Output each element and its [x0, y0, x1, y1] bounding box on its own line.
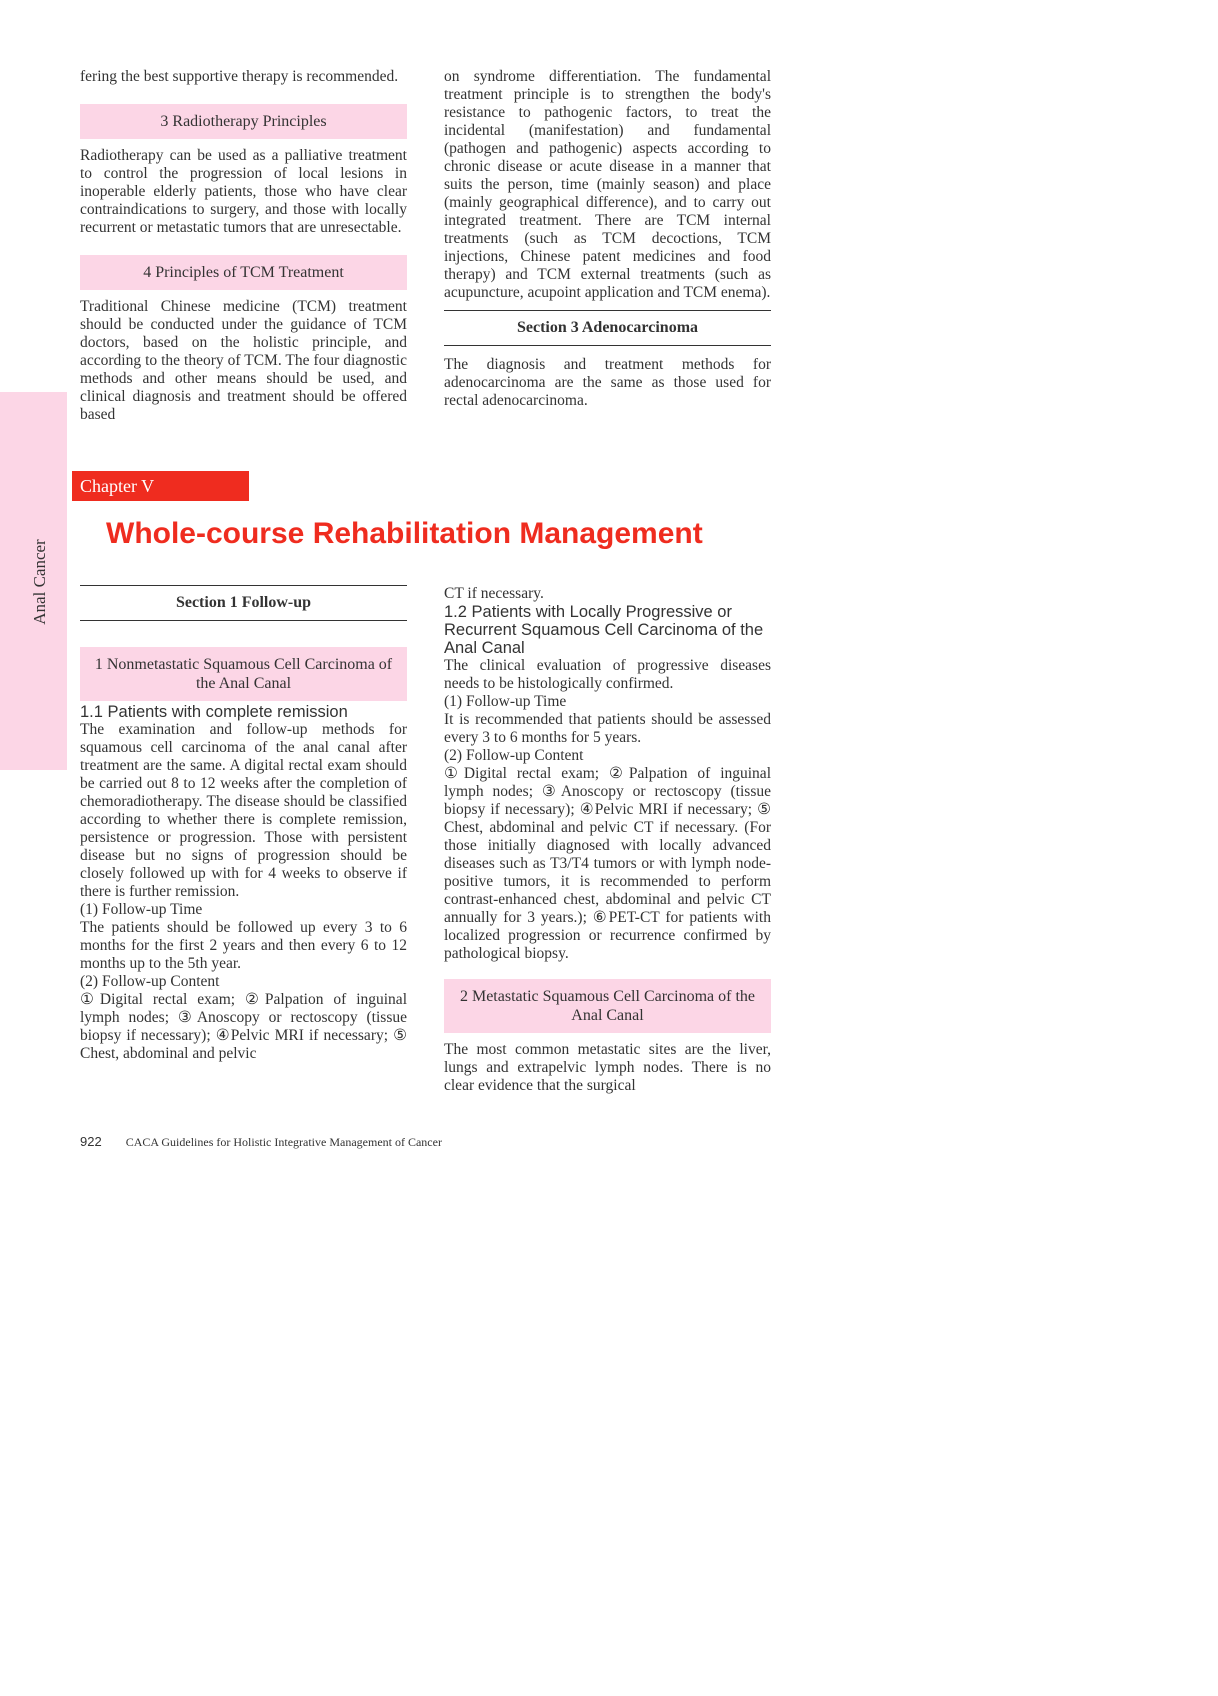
item-label: (1) Follow-up Time — [80, 901, 203, 918]
page-number: 922 — [80, 1134, 102, 1149]
paragraph: The examination and follow-up methods for squamous cell carcinoma of the anal canal after treatment are the same. A digital rectal exam should be carried out 8 to 12 weeks after the completion of chemoradiotherapy. The disease should be classified according to whether there is complete remission, persistence or progression. Those with persistent disease but no signs of progression should be closely followed up with for 4 weeks to observe if there is further remission. — [80, 721, 407, 900]
chapter-label: Chapter V — [72, 471, 249, 501]
paragraph: The most common metastatic sites are the liver, lungs and extrapelvic lymph nodes. There is no clear evidence that the surgical — [444, 1041, 771, 1094]
paragraph: CT if necessary. — [444, 585, 544, 602]
paragraph: The clinical evaluation of progressive diseases needs to be histologically confirmed. — [444, 657, 771, 692]
heading-nonmetastatic: 1 Nonmetastatic Squamous Cell Carcinoma of the Anal Canal — [80, 647, 407, 701]
chapter-title: Whole-course Rehabilitation Management — [106, 517, 703, 550]
paragraph: on syndrome differentiation. The fundamental treatment principle is to strengthen the body's resistance to pathogenic factors, to treat the incidental (manifestation) and fundamental (pathogen and pathogenic) aspects according to chronic disease or acute disease in a manner that suits the person, time (mainly season) and place (mainly geographical difference), and to carry out integrated treatment. There are TCM internal treatments (such as TCM decoctions, TCM injections, Chinese patent medicines and food therapy) and TCM external treatments (such as acupuncture, acupoint application and TCM enema). — [444, 68, 771, 301]
page-footer — [80, 1134, 442, 1150]
heading-metastatic: 2 Metastatic Squamous Cell Carcinoma of the Anal Canal — [444, 979, 771, 1033]
heading-tcm: 4 Principles of TCM Treatment — [80, 255, 407, 290]
subheading: 1.2 Patients with Locally Progressive or Recurrent Squamous Cell Carcinoma of the Anal Canal — [444, 603, 764, 657]
side-tab-label: Anal Cancer — [30, 539, 49, 625]
subheading: 1.1 Patients with complete remission — [80, 703, 348, 721]
item-label: (2) Follow-up Content — [444, 747, 584, 764]
paragraph: Traditional Chinese medicine (TCM) treatment should be conducted under the guidance of TCM doctors, based on the holistic principle, and according to the theory of TCM. The four diagnostic methods and other means should be used, and clinical diagnosis and treatment should be offered based — [80, 298, 407, 423]
right-column-bottom — [444, 585, 771, 1095]
item-label: (2) Follow-up Content — [80, 973, 220, 990]
paragraph: The patients should be followed up every 3 to 6 months for the first 2 years and then every 6 to 12 months up to the 5th year. — [80, 919, 407, 972]
footer-text: CACA Guidelines for Holistic Integrative Management of Cancer — [125, 1135, 442, 1149]
paragraph: The diagnosis and treatment methods for adenocarcinoma are the same as those used for rectal adenocarcinoma. — [444, 356, 771, 409]
paragraph: Radiotherapy can be used as a palliative treatment to control the progression of local lesions in inoperable elderly patients, those who have clear contraindications to surgery, and those with locally recurrent or metastatic tumors that are unresectable. — [80, 147, 407, 236]
section-heading-followup: Section 1 Follow-up — [80, 585, 407, 621]
item-label: (1) Follow-up Time — [444, 693, 567, 710]
paragraph: ①Digital rectal exam; ②Palpation of inguinal lymph nodes; ③Anoscopy or rectoscopy (tissue biopsy if necessary); ④Pelvic MRI if necessary; ⑤ Chest, abdominal and pelvic — [80, 991, 407, 1062]
section-heading-adenocarcinoma: Section 3 Adenocarcinoma — [444, 310, 771, 346]
heading-radiotherapy: 3 Radiotherapy Principles — [80, 104, 407, 139]
left-column-bottom — [80, 585, 407, 1063]
paragraph: fering the best supportive therapy is recommended. — [80, 68, 399, 85]
paragraph: ①Digital rectal exam; ②Palpation of inguinal lymph nodes; ③Anoscopy or rectoscopy (tissue biopsy if necessary); ④Pelvic MRI if necessary; ⑤ Chest, abdominal and pelvic CT if necessary. (For those initially diagnosed with locally advanced diseases such as T3/T4 tumors or with lymph node-positive tumors, it is recommended to perform contrast-enhanced chest, abdominal and pelvic CT annually for 3 years.); ⑥PET-CT for patients with localized progression or recurrence confirmed by pathological biopsy. — [444, 765, 771, 962]
left-column-top — [80, 68, 407, 424]
right-column-top — [444, 68, 771, 410]
paragraph: It is recommended that patients should be assessed every 3 to 6 months for 5 years. — [444, 711, 771, 746]
